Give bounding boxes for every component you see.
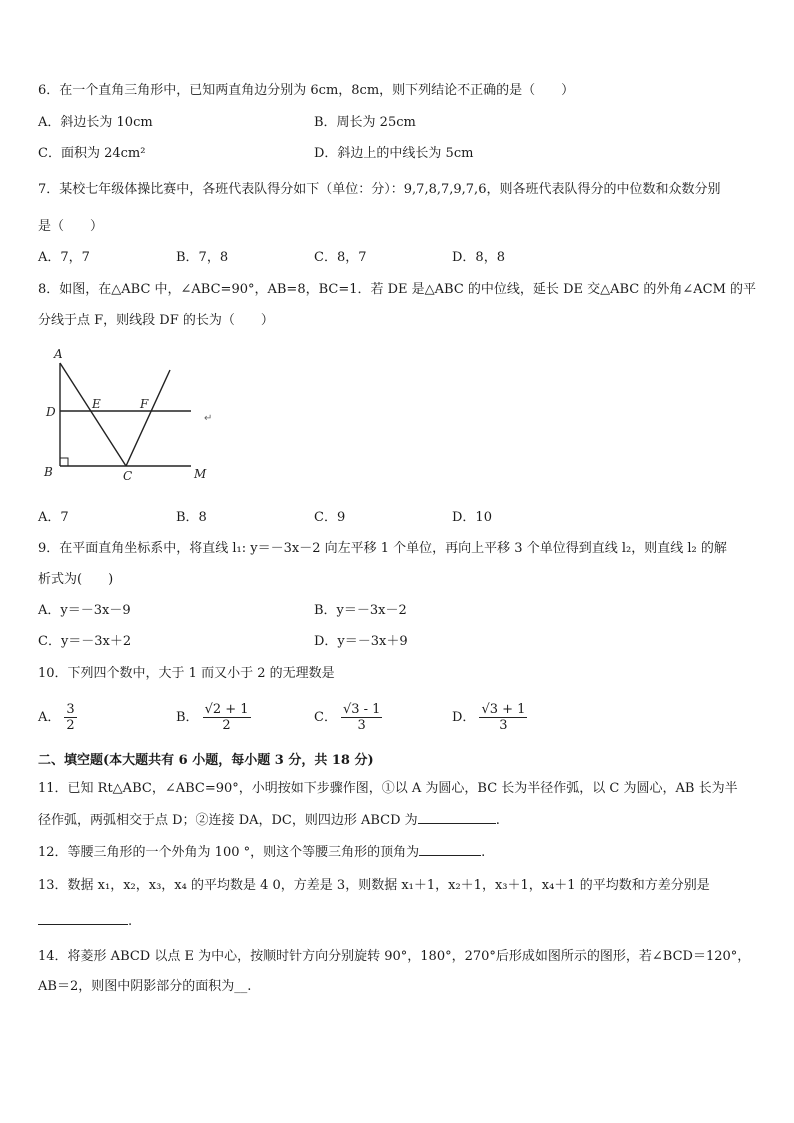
q10-b-fraction: [203, 702, 251, 733]
q7-option-d: D．8，8: [452, 250, 505, 265]
q13-end: .: [128, 914, 133, 929]
q11-text: 径作弧，两弧相交于点 D；②连接 DA，DC，则四边形 ABCD 为: [38, 813, 418, 828]
q10-c-den: 3: [357, 718, 366, 733]
q11-period: .: [495, 813, 500, 828]
segment-ac: [60, 363, 126, 466]
question-9-stem: 9．在平面直角坐标系中，将直线 l₁: y＝－3x－2 向左平移 1 个单位，再向上平移 3 个单位得到直线 l₂，则直线 l₂ 的解: [38, 541, 727, 556]
q10-option-a: [38, 702, 77, 733]
q10-b-num: √2 + 1: [204, 702, 249, 717]
right-angle-mark: [60, 458, 68, 466]
bisector-cf: [126, 370, 170, 466]
q9-option-a: A．y＝－3x－9: [38, 603, 131, 618]
triangle-diagram: [38, 345, 238, 485]
question-13-stem-cont: [38, 912, 132, 931]
q10-a-fraction: [64, 702, 76, 733]
q10-d-label: D．: [452, 710, 476, 725]
q10-d-fraction: [479, 702, 527, 733]
label-b: B: [44, 465, 53, 479]
q10-a-num: 3: [66, 702, 75, 717]
section-2-heading: 二、填空题(本大题共有 6 小题，每小题 3 分，共 18 分): [38, 753, 374, 768]
question-6-stem: 6．在一个直角三角形中，已知两直角边分别为 6cm，8cm，则下列结论不正确的是（ ）: [38, 83, 575, 98]
q9-option-d: D．y＝－3x＋9: [314, 634, 408, 649]
question-13-stem: 13．数据 x₁，x₂，x₃，x₄ 的平均数是 4 0，方差是 3，则数据 x₁＋1，x₂＋1，x₃＋1，x₄＋1 的平均数和方差分别是: [38, 878, 710, 893]
label-f: F: [140, 397, 149, 411]
q10-d-den: 3: [499, 718, 508, 733]
q8-option-c: C．9: [314, 510, 346, 525]
q6-option-d: D．斜边上的中线长为 5cm: [314, 146, 474, 161]
label-a: A: [54, 347, 63, 361]
question-11-stem-cont: [38, 811, 500, 830]
q10-c-fraction: [341, 702, 382, 733]
q6-option-a: A．斜边长为 10cm: [38, 115, 153, 130]
question-7-stem-cont: 是（ ）: [38, 219, 104, 234]
question-7-stem: 7．某校七年级体操比赛中，各班代表队得分如下（单位：分）：9,7,8,7,9,7,6，则各班代表队得分的中位数和众数分别: [38, 182, 721, 197]
q12-period: .: [481, 845, 486, 860]
question-10-stem: 10．下列四个数中，大于 1 而又小于 2 的无理数是: [38, 666, 335, 681]
question-8-stem: 8．如图，在△ABC 中，∠ABC=90°，AB=8，BC=1．若 DE 是△ABC 的中位线，延长 DE 交△ABC 的外角∠ACM 的平: [38, 282, 757, 297]
label-m: M: [194, 467, 207, 481]
label-e: E: [92, 397, 101, 411]
question-14-stem: 14．将菱形 ABCD 以点 E 为中心，按顺时针方向分别旋转 90°，180°，270°后形成如图所示的图形，若∠BCD＝120°，: [38, 949, 751, 964]
q13-answer-blank: [38, 912, 128, 925]
q7-option-c: C．8，7: [314, 250, 367, 265]
q10-c-label: C．: [314, 710, 337, 725]
q7-option-b: B．7，8: [176, 250, 229, 265]
q10-a-label: A．: [38, 710, 61, 725]
label-c: C: [123, 469, 133, 483]
q8-option-d: D．10: [452, 510, 492, 525]
q8-option-a: A．7: [38, 510, 69, 525]
q10-a-den: 2: [66, 718, 75, 733]
q12-answer-blank: [419, 843, 481, 856]
q9-option-c: C．y＝－3x＋2: [38, 634, 132, 649]
label-d: D: [46, 405, 56, 419]
question-11-stem: 11．已知 Rt△ABC，∠ABC=90°，小明按如下步骤作图，①以 A 为圆心，BC 长为半径作弧，以 C 为圆心，AB 长为半: [38, 781, 738, 796]
q6-option-c: C．面积为 24cm²: [38, 146, 146, 161]
q11-answer-blank: [418, 811, 496, 824]
q6-option-b: B．周长为 25cm: [314, 115, 416, 130]
q7-option-a: A．7，7: [38, 250, 90, 265]
q10-b-label: B．: [176, 710, 199, 725]
q10-c-num: √3 - 1: [342, 702, 381, 717]
q10-b-den: 2: [222, 718, 231, 733]
question-9-stem-cont: 析式为( ): [38, 572, 114, 587]
q12-text: 12．等腰三角形的一个外角为 100 °，则这个等腰三角形的顶角为: [38, 845, 420, 860]
q10-option-b: [176, 702, 251, 733]
q10-option-d: [452, 702, 527, 733]
question-14-stem-cont: AB＝2，则图中阴影部分的面积为__.: [38, 979, 252, 994]
q10-option-c: [314, 702, 382, 733]
return-mark: ↵: [204, 413, 213, 424]
question-8-stem-cont: 分线于点 F，则线段 DF 的长为（ ）: [38, 313, 274, 328]
q8-option-b: B．8: [176, 510, 207, 525]
question-12-stem-line: [38, 843, 485, 862]
q9-option-b: B．y＝－3x－2: [314, 603, 407, 618]
q10-d-num: √3 + 1: [481, 702, 526, 717]
